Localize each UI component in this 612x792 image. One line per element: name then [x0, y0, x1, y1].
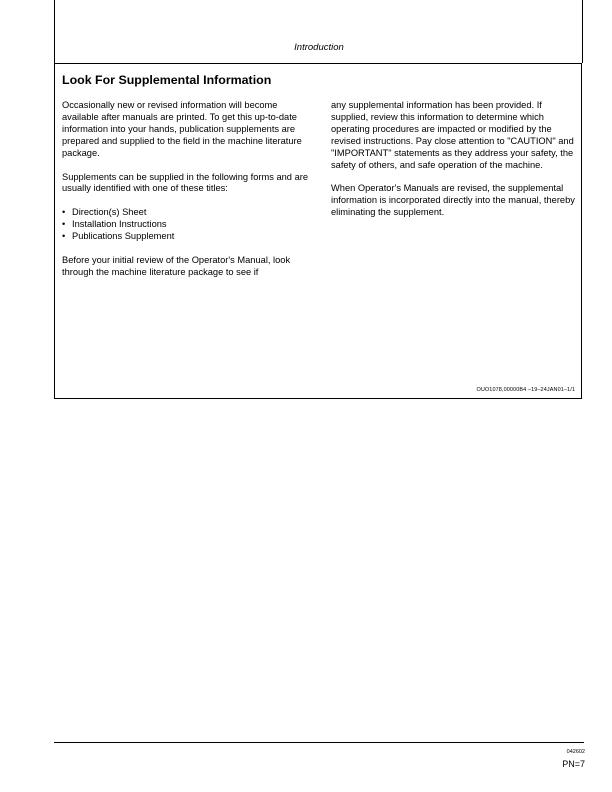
section-box [54, 63, 582, 399]
list-item-label: Direction(s) Sheet [72, 207, 147, 218]
paragraph: Occasionally new or revised information will become available after manuals are printed. To get this up-to-date information into your hands, publication supplements are prepared and supplied to the field in the machine literature package. [62, 100, 302, 158]
paragraph: When Operator's Manuals are revised, the supplemental information is incorporated directly into the manual, thereby eliminating the supplement. [331, 183, 575, 218]
bullet-icon: • [62, 219, 66, 230]
top-right-rule [582, 0, 583, 63]
list-item [62, 207, 308, 219]
top-left-rule [54, 0, 55, 63]
page-number: PN=7 [562, 759, 585, 769]
footer-code: 042602 [566, 749, 585, 755]
page-header: Introduction [294, 42, 344, 53]
reference-code: OUO1078,00000B4 –19–24JAN01–1/1 [476, 387, 575, 393]
supplement-list [62, 207, 308, 243]
list-item-label: Publications Supplement [72, 231, 175, 242]
right-column [331, 100, 577, 231]
list-item [62, 219, 308, 231]
footer-rule [54, 742, 584, 743]
left-column [62, 100, 308, 291]
paragraph: any supplemental information has been provided. If supplied, review this information to determine which operating procedures are impacted or modified by the revised instructions. Pay close attention to "CAUTION" and "IMPORTANT" statements as they address your safety, the safety of others, and safe operation of the machine. [331, 100, 574, 170]
paragraph: Supplements can be supplied in the following forms and are usually identified with one of these titles: [62, 171, 308, 194]
section-title: Look For Supplemental Information [62, 73, 272, 87]
paragraph: Before your initial review of the Operator's Manual, look through the machine literature package to see if [62, 255, 291, 277]
bullet-icon: • [62, 231, 66, 242]
list-item-label: Installation Instructions [72, 219, 167, 230]
list-item [62, 231, 308, 243]
bullet-icon: • [62, 207, 66, 218]
